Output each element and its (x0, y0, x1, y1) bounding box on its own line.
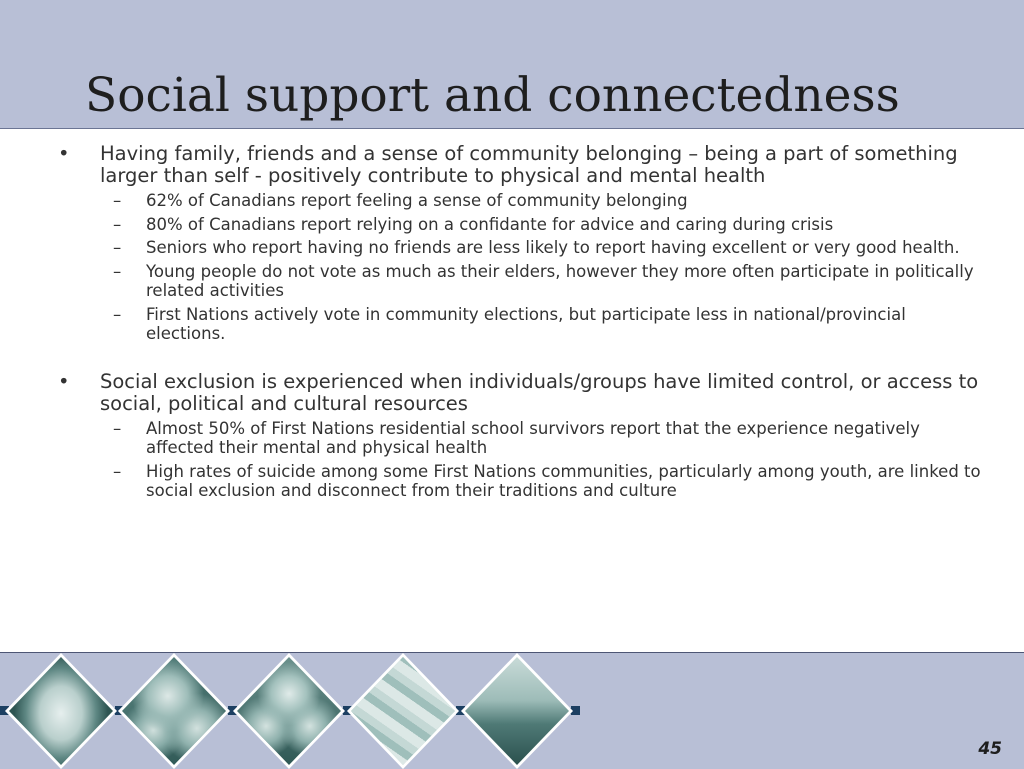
sub-bullet-item (100, 215, 988, 235)
sub-bullet-text: 80% of Canadians report relying on a confidante for advice and caring during crisis (146, 214, 834, 234)
photo-diamond (461, 653, 573, 769)
sub-bullet-text: Young people do not vote as much as their elders, however they more often participate in politically related activities (146, 261, 974, 300)
sub-bullet-marker: – (113, 214, 122, 234)
photo-diamond (233, 653, 345, 769)
sub-bullet-item (100, 262, 988, 301)
sub-bullet-text: 62% of Canadians report feeling a sense of community belonging (146, 191, 688, 210)
sub-bullet-item (100, 419, 988, 458)
sub-bullet-text: High rates of suicide among some First Nations communities, particularly among youth, are linked to social exclusion and disconnect from their traditions and culture (146, 461, 981, 500)
sub-bullet-marker: – (113, 261, 122, 281)
photo-diamond (118, 653, 230, 769)
sub-bullet-text: Seniors who report having no friends are less likely to report having excellent or very good health. (146, 238, 960, 257)
grandfather-children-photo (237, 657, 341, 765)
photo-diamond (347, 653, 459, 769)
sub-bullet-item (100, 305, 988, 344)
sub-bullet-list (100, 419, 988, 501)
sub-bullet-marker: – (113, 304, 122, 324)
sub-bullet-list (100, 191, 988, 344)
sub-bullet-text: Almost 50% of First Nations residential school survivors report that the experience negatively affected their mental and physical health (146, 418, 920, 457)
photo-diamond (5, 653, 117, 769)
sub-bullet-marker: – (113, 238, 122, 257)
bullet-text: Social exclusion is experienced when individuals/groups have limited control, or access to social, political and cultural resources (100, 369, 979, 415)
page-number: 45 (978, 739, 1002, 759)
sub-bullet-text: First Nations actively vote in community elections, but participate less in national/provincial elections. (146, 304, 906, 343)
bullet-item (58, 143, 988, 344)
slide-title: Social support and connectedness (85, 68, 900, 123)
city-traffic-photo (465, 657, 569, 765)
sub-bullet-item (100, 191, 988, 211)
bullet-marker: • (58, 142, 70, 165)
title-bar (0, 0, 1024, 129)
grandmother-children-photo (122, 657, 226, 765)
elderly-woman-photo (9, 657, 113, 765)
bullet-text: Having family, friends and a sense of community belonging – being a part of something larger than self - positively contribute to physical and mental health (100, 142, 958, 187)
footer-band (0, 652, 1024, 769)
bullet-marker: • (58, 369, 70, 393)
sub-bullet-item (100, 462, 988, 501)
stacked-hands-photo (351, 657, 455, 765)
bullet-item (58, 371, 988, 501)
slide-content (58, 143, 988, 501)
sub-bullet-marker: – (113, 191, 122, 210)
sub-bullet-marker: – (113, 461, 122, 481)
sub-bullet-marker: – (113, 418, 122, 438)
sub-bullet-item (100, 238, 988, 258)
